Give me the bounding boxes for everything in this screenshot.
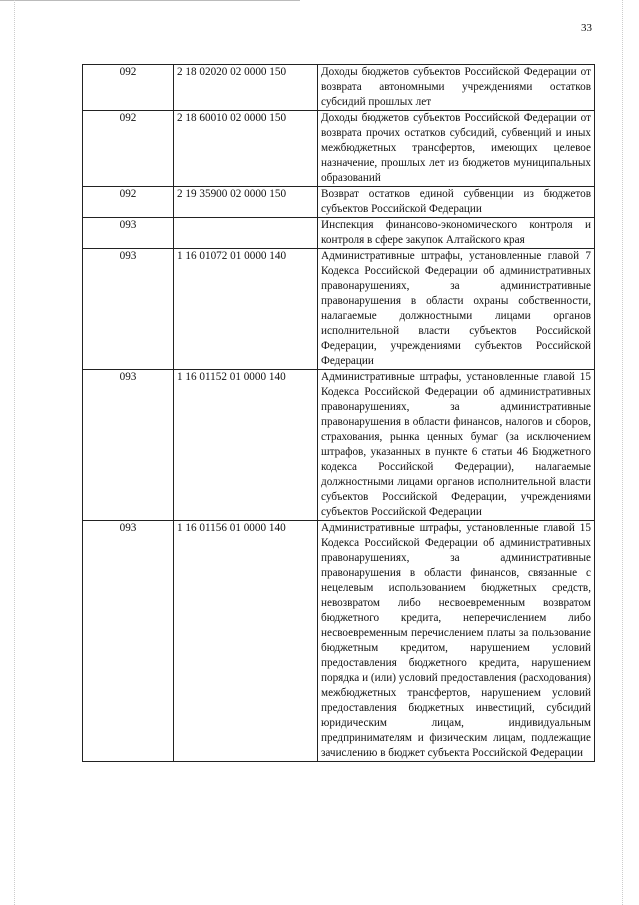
revenue-name-cell: Инспекция финансово-экономического контроля и контроля в сфере закупок Алтайского края	[318, 218, 595, 249]
table-row	[83, 187, 595, 218]
table-row	[83, 521, 595, 762]
kbk-cell	[174, 218, 318, 249]
admin-code-cell: 093	[83, 218, 174, 249]
kbk-cell: 2 18 02020 02 0000 150	[174, 65, 318, 111]
table-row	[83, 111, 595, 187]
table-row	[83, 65, 595, 111]
revenue-name-cell: Возврат остатков единой субвенции из бюджетов субъектов Российской Федерации	[318, 187, 595, 218]
admin-code-cell: 092	[83, 187, 174, 218]
revenue-name-cell: Доходы бюджетов субъектов Российской Федерации от возврата автономными учреждениями остатков субсидий прошлых лет	[318, 65, 595, 111]
kbk-cell: 1 16 01152 01 0000 140	[174, 370, 318, 521]
kbk-cell: 1 16 01072 01 0000 140	[174, 249, 318, 370]
scan-right-edge	[622, 0, 623, 905]
admin-code-cell: 093	[83, 521, 174, 762]
kbk-cell: 2 18 60010 02 0000 150	[174, 111, 318, 187]
revenue-name-cell: Административные штрафы, установленные главой 15 Кодекса Российской Федерации об административных правонарушениях, за административные правонарушения в области финансов, связанные с нецелевым использованием бюджетных средств, невозвратом либо несвоевременным возвратом бюджетного кредита, неперечислением либо несвоевременным перечислением платы за пользование бюджетным кредитом, нарушением условий предоставления бюджетного кредита, нарушением порядка и (или) условий предоставления (расходования) межбюджетных трансфертов, нарушением условий предоставления бюджетных инвестиций, субсидий юридическим лицам, индивидуальным предпринимателям и физическим лицам, подлежащие зачислению в бюджет субъекта Российской Федерации	[318, 521, 595, 762]
table-row	[83, 249, 595, 370]
table-row	[83, 370, 595, 521]
kbk-cell: 2 19 35900 02 0000 150	[174, 187, 318, 218]
revenue-name-cell: Административные штрафы, установленные главой 15 Кодекса Российской Федерации об административных правонарушениях, за административные правонарушения в области финансов, налогов и сборов, страхования, рынка ценных бумаг (за исключением штрафов, указанных в пункте 6 статьи 46 Бюджетного кодекса Российской Федерации), налагаемые должностными лицами органов исполнительной власти субъектов Российской Федерации, учреждениями субъектов Российской Федерации	[318, 370, 595, 521]
page-number: 33	[581, 22, 592, 34]
revenue-codes-table	[82, 64, 595, 762]
table-row	[83, 218, 595, 249]
admin-code-cell: 092	[83, 111, 174, 187]
revenue-name-cell: Административные штрафы, установленные главой 7 Кодекса Российской Федерации об административных правонарушениях, за административные правонарушения в области охраны собственности, налагаемые должностными лицами органов исполнительной власти субъектов Российской Федерации, учреждениями субъектов Российской Федерации	[318, 249, 595, 370]
scan-left-edge	[14, 0, 15, 905]
revenue-name-cell: Доходы бюджетов субъектов Российской Федерации от возврата прочих остатков субсидий, субвенций и иных межбюджетных трансфертов, имеющих целевое назначение, прошлых лет из бюджетов муниципальных образований	[318, 111, 595, 187]
admin-code-cell: 092	[83, 65, 174, 111]
top-rule	[0, 0, 300, 1]
kbk-cell: 1 16 01156 01 0000 140	[174, 521, 318, 762]
admin-code-cell: 093	[83, 370, 174, 521]
admin-code-cell: 093	[83, 249, 174, 370]
